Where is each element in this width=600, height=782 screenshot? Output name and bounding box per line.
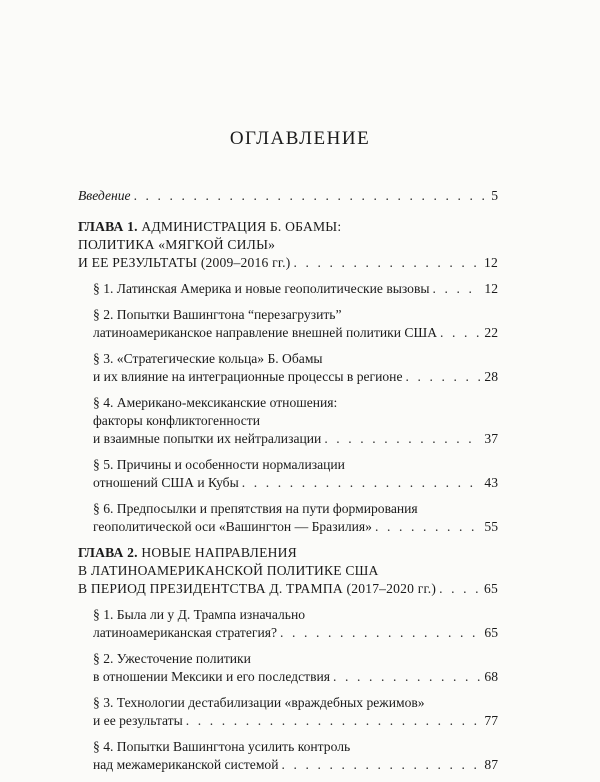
section-page: 22 xyxy=(484,325,498,340)
section-title-line: латиноамериканская стратегия? xyxy=(93,625,278,640)
section-page: 12 xyxy=(484,281,498,296)
chapter-title-line: В ЛАТИНОАМЕРИКАНСКОЙ ПОЛИТИКЕ США xyxy=(78,563,379,578)
toc-intro-label: Введение xyxy=(78,188,131,203)
toc-section[interactable] xyxy=(93,456,498,492)
dot-leader xyxy=(333,668,481,686)
section-title-line: отношений США и Кубы xyxy=(93,475,239,490)
section-title-line: § 5. Причины и особенности нормализации xyxy=(93,457,345,472)
chapter-page: 65 xyxy=(484,581,498,596)
section-title-line: и ее результаты xyxy=(93,713,183,728)
toc-section[interactable] xyxy=(93,694,498,730)
page-title: ОГЛАВЛЕНИЕ xyxy=(229,128,371,149)
toc-intro-page: 5 xyxy=(491,188,498,203)
toc-section[interactable] xyxy=(93,650,498,686)
chapter-label: ГЛАВА 1. xyxy=(78,219,138,234)
section-page: 43 xyxy=(484,475,498,490)
section-page: 37 xyxy=(484,431,498,446)
dot-leader xyxy=(439,580,481,598)
section-title-line: § 2. Ужесточение политики xyxy=(93,651,251,666)
toc-section[interactable] xyxy=(93,606,498,642)
section-title-line: и их влияние на интеграционные процессы в регионе xyxy=(93,369,403,384)
toc-section[interactable] xyxy=(93,350,498,386)
section-title-line: латиноамериканское направление внешней политики США xyxy=(93,325,438,340)
dot-leader xyxy=(293,254,481,272)
section-title-line: геополитической оси «Вашингтон — Бразилия» xyxy=(93,519,372,534)
section-title-line: в отношении Мексики и его последствия xyxy=(93,669,331,684)
dot-leader xyxy=(282,756,482,774)
dot-leader xyxy=(406,368,482,386)
toc-section[interactable] xyxy=(93,394,498,448)
dot-leader xyxy=(280,624,481,642)
toc-section[interactable] xyxy=(93,280,498,298)
chapter-title-line: В ПЕРИОД ПРЕЗИДЕНТСТВА Д. ТРАМПА (2017–2020 гг.) xyxy=(78,581,437,596)
dot-leader xyxy=(242,474,482,492)
section-page: 68 xyxy=(484,669,498,684)
section-title-line: § 2. Попытки Вашингтона “перезагрузить” xyxy=(93,307,342,322)
toc-section[interactable] xyxy=(93,738,498,774)
section-title-line: § 4. Американо-мексиканские отношения: xyxy=(93,395,338,410)
dot-leader xyxy=(134,186,489,205)
toc-chapter-1[interactable] xyxy=(78,218,498,272)
section-title-line: § 6. Предпосылки и препятствия на пути формирования xyxy=(93,501,418,516)
chapter-page: 12 xyxy=(484,255,498,270)
section-title-line: над межамериканской системой xyxy=(93,757,279,772)
chapter-label: ГЛАВА 2. xyxy=(78,545,138,560)
section-title-line: и взаимные попытки их нейтрализации xyxy=(93,431,322,446)
toc-chapter-2[interactable] xyxy=(78,544,498,598)
toc-intro[interactable] xyxy=(78,186,498,205)
chapter-title-line: АДМИНИСТРАЦИЯ Б. ОБАМЫ: xyxy=(141,219,342,234)
section-page: 55 xyxy=(484,519,498,534)
dot-leader xyxy=(433,280,482,298)
table-of-contents xyxy=(78,186,498,782)
section-title-line: § 3. «Стратегические кольца» Б. Обамы xyxy=(93,351,323,366)
chapter-title-line: И ЕЕ РЕЗУЛЬТАТЫ (2009–2016 гг.) xyxy=(78,255,291,270)
chapter-title-line: ПОЛИТИКА «МЯГКОЙ СИЛЫ» xyxy=(78,237,276,252)
toc-section[interactable] xyxy=(93,500,498,536)
dot-leader xyxy=(186,712,482,730)
section-title-line: § 1. Латинская Америка и новые геополитические вызовы xyxy=(93,281,430,296)
chapter-title-line: НОВЫЕ НАПРАВЛЕНИЯ xyxy=(141,545,297,560)
section-title-line: факторы конфликтогенности xyxy=(93,413,261,428)
section-title-line: § 3. Технологии дестабилизации «враждебных режимов» xyxy=(93,695,425,710)
section-page: 87 xyxy=(484,757,498,772)
dot-leader xyxy=(324,430,481,448)
dot-leader xyxy=(375,518,481,536)
section-page: 77 xyxy=(484,713,498,728)
section-page: 28 xyxy=(484,369,498,384)
section-page: 65 xyxy=(484,625,498,640)
toc-section[interactable] xyxy=(93,306,498,342)
dot-leader xyxy=(440,324,481,342)
section-title-line: § 4. Попытки Вашингтона усилить контроль xyxy=(93,739,351,754)
section-title-line: § 1. Была ли у Д. Трампа изначально xyxy=(93,607,306,622)
